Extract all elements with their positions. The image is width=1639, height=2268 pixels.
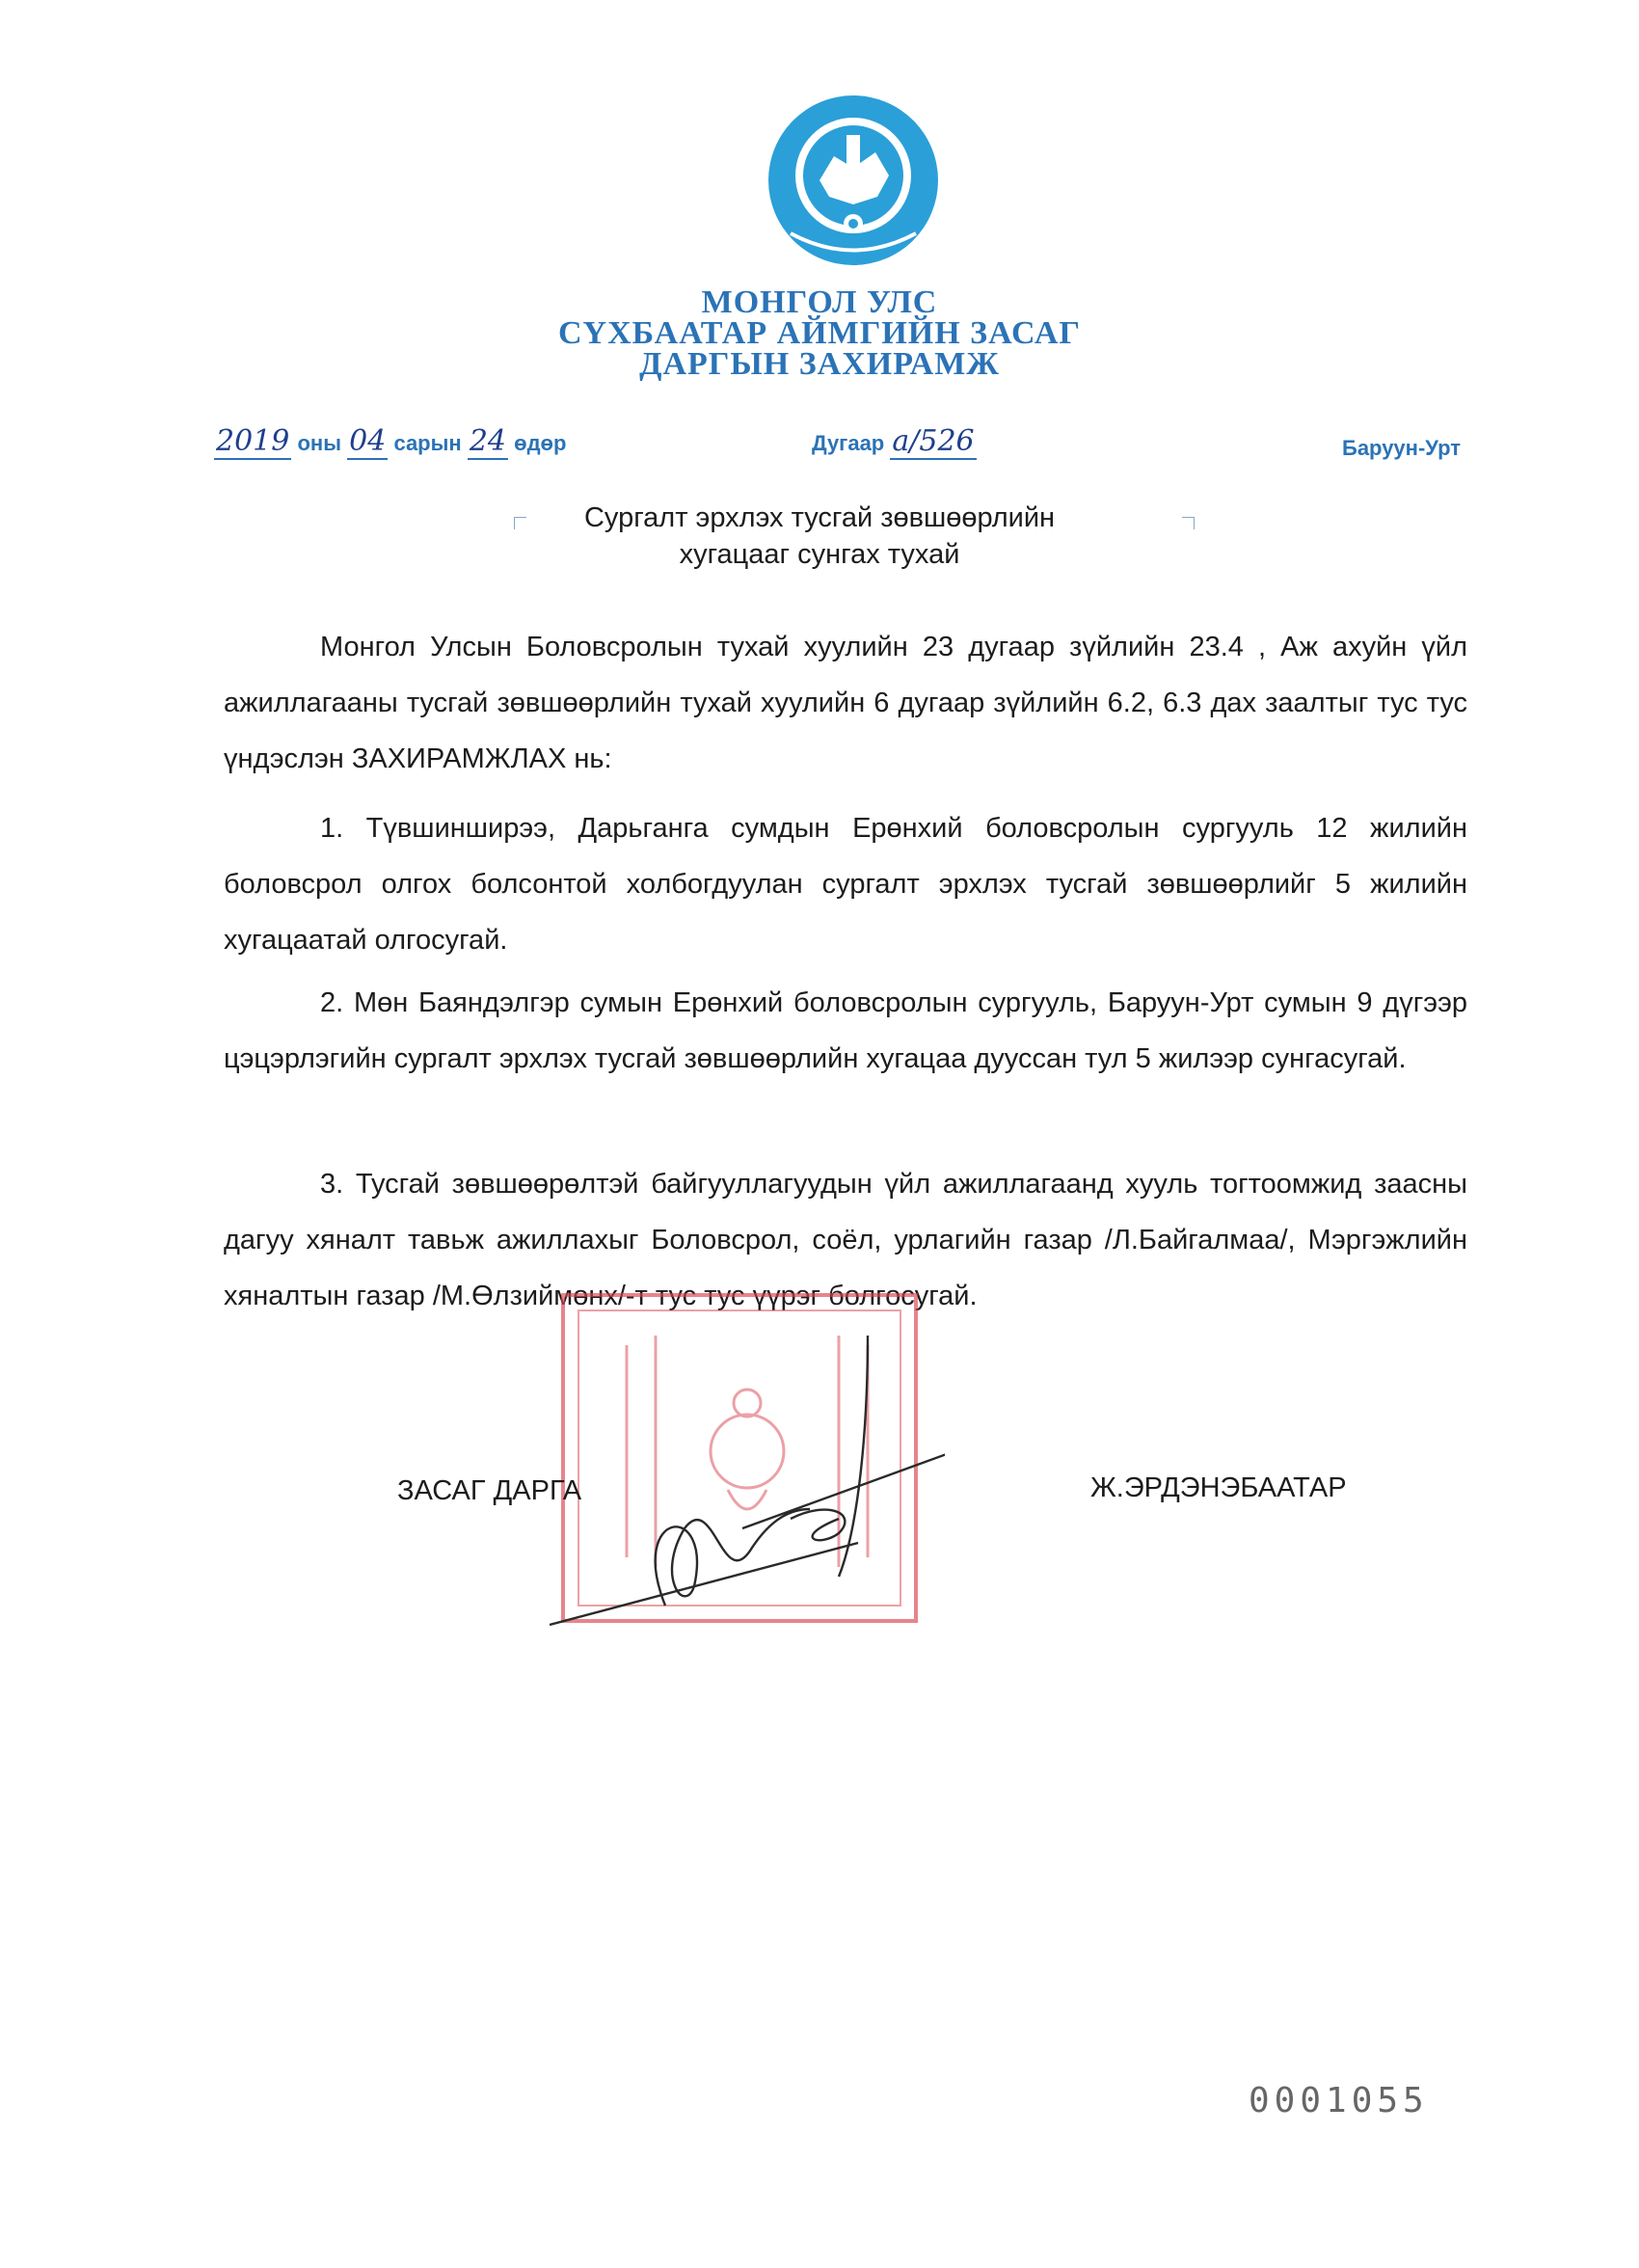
state-emblem-icon <box>762 89 945 272</box>
header-authority: СҮХБААТАР АЙМГИЙН ЗАСАГ <box>557 315 1082 351</box>
order-item-1: 1. Түвшинширээ, Дарьганга сумдын Ерөнхий боловсролын сургууль 12 жилийн боловсрол олгох болсонтой холбогдуулан сургалт эрхлэх тусгай зөвшөөрлийг 5 жилийн хугацаатай олгосугай. <box>224 813 1467 956</box>
header-document-type: ДАРГЫН ЗАХИРАМЖ <box>639 346 1000 382</box>
subject-line-1: Сургалт эрхлэх тусгай зөвшөөрлийн <box>583 502 1056 533</box>
date-year-suffix: оны <box>297 431 341 455</box>
document-number <box>812 424 977 458</box>
subject-line-2: хугацааг сунгах тухай <box>679 539 960 570</box>
signatory-name: Ж.ЭРДЭНЭБААТАР <box>1090 1472 1347 1503</box>
number-value: а/526 <box>892 424 975 458</box>
order-item-3: 3. Тусгай зөвшөөрөлтэй байгууллагуудын үйл ажиллагаанд хууль тогтоомжид заасны дагуу хяналт тавьж ажиллахыг Боловсрол, соёл, урлагийн газар /Л.Байгалмаа/, Мэргэжлийн хяналтын газар /М.Өлзиймөнх/-т тус тус үүрэг болгосугай. <box>224 1169 1467 1311</box>
official-stamp-and-signature <box>550 1287 945 1634</box>
intro-paragraph: Монгол Улсын Боловсролын тухай хуулийн 23 дугаар зүйлийн 23.4 , Аж ахуйн үйл ажиллагааны тусгай зөвшөөрлийн тухай хуулийн 6 дугаар зүйлийн 6.2, 6.3 дах заалтыг тус тус үндэслэн ЗАХИРАМЖЛАХ нь: <box>224 632 1467 774</box>
date-day-suffix: өдөр <box>514 431 567 455</box>
order-item-2: 2. Мөн Баяндэлгэр сумын Ерөнхий боловсролын сургууль, Баруун-Урт сумын 9 дүгээр цэцэрлэгийн сургалт эрхлэх тусгай зөвшөөрлийн хугацаа дууссан тул 5 жилээр сунгасугай. <box>224 987 1467 1074</box>
date-month: 04 <box>349 424 387 458</box>
number-label: Дугаар <box>812 431 885 455</box>
date-day: 24 <box>469 424 507 458</box>
signatory-title: ЗАСАГ ДАРГА <box>397 1475 582 1506</box>
serial-number: 0001055 <box>1249 2081 1429 2120</box>
date-year: 2019 <box>216 424 290 458</box>
date-month-suffix: сарын <box>393 431 462 455</box>
document-place: Баруун-Урт <box>1342 436 1462 460</box>
header-country: МОНГОЛ УЛС <box>701 284 938 320</box>
document-date <box>214 424 566 458</box>
